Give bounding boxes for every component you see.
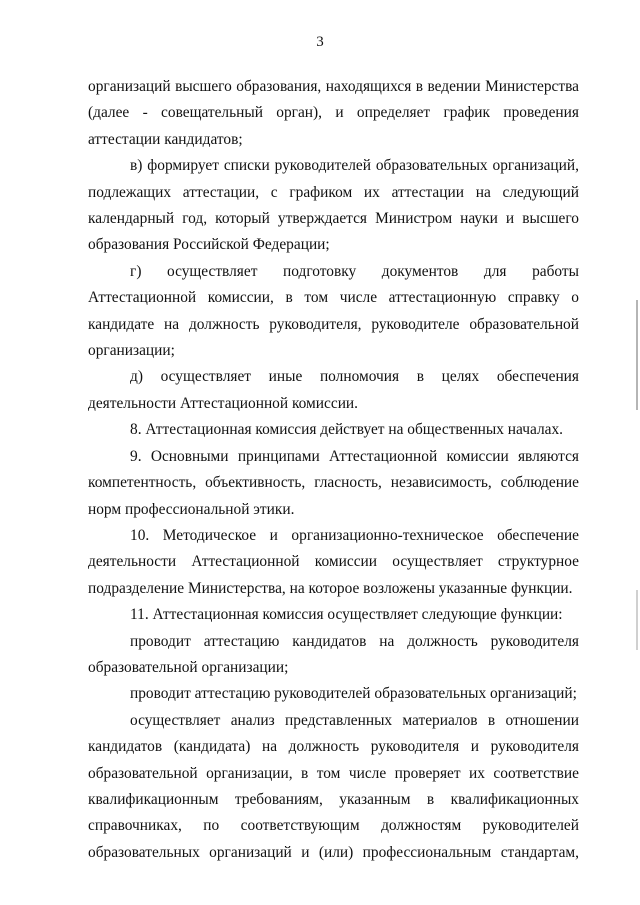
- paragraph-8: 8. Аттестационная комиссия действует на общественных началах.: [130, 421, 564, 439]
- scan-edge-mark: [636, 300, 638, 410]
- paragraph-function-2: проводит аттестацию руководителей образовательных организаций;: [130, 685, 577, 703]
- paragraph-9: 9. Основными принципами Аттестационной комиссии являются компетентность, объективность, гласность, независимость, соблюдение норм профессиональной этики.: [88, 447, 579, 518]
- scan-edge-mark: [636, 590, 638, 650]
- paragraph-continuation: организаций высшего образования, находящихся в ведении Министерства (далее - совещательный орган), и определяет график проведения аттестации кандидатов;: [88, 78, 579, 148]
- paragraph-item-g: г) осуществляет подготовку документов для работы Аттестационной комиссии, в том числе аттестационную справку о кандидате на должность руководителя, руководителе образовательной организации;: [88, 262, 579, 360]
- paragraph-function-3: осуществляет анализ представленных материалов в отношении кандидатов (кандидата) на должность руководителя и руководителя образовательной организации, в том числе проверяет их соответствие квалификационным требованиям, указанным в квалификационных справочниках, по соответствующим должностям руководителей образовательных организаций и (или) профессиональным стандартам,: [88, 711, 579, 861]
- paragraph-10: 10. Методическое и организационно-техническое обеспечение деятельности Аттестационной комиссии осуществляет структурное подразделение Министерства, на которое возложены указанные функции.: [88, 526, 579, 597]
- paragraph-item-v: в) формирует списки руководителей образовательных организаций, подлежащих аттестации, с графиком их аттестации на следующий календарный год, который утверждается Министром науки и высшего образования Российской Федерации;: [88, 157, 579, 254]
- page-number: 3: [316, 34, 324, 50]
- paragraph-item-d: д) осуществляет иные полномочия в целях обеспечения деятельности Аттестационной комиссии.: [88, 368, 579, 412]
- paragraph-11: 11. Аттестационная комиссия осуществляет следующие функции:: [130, 606, 563, 624]
- document-body: [88, 74, 579, 866]
- paragraph-function-1: проводит аттестацию кандидатов на должность руководителя образовательной организации;: [88, 632, 579, 676]
